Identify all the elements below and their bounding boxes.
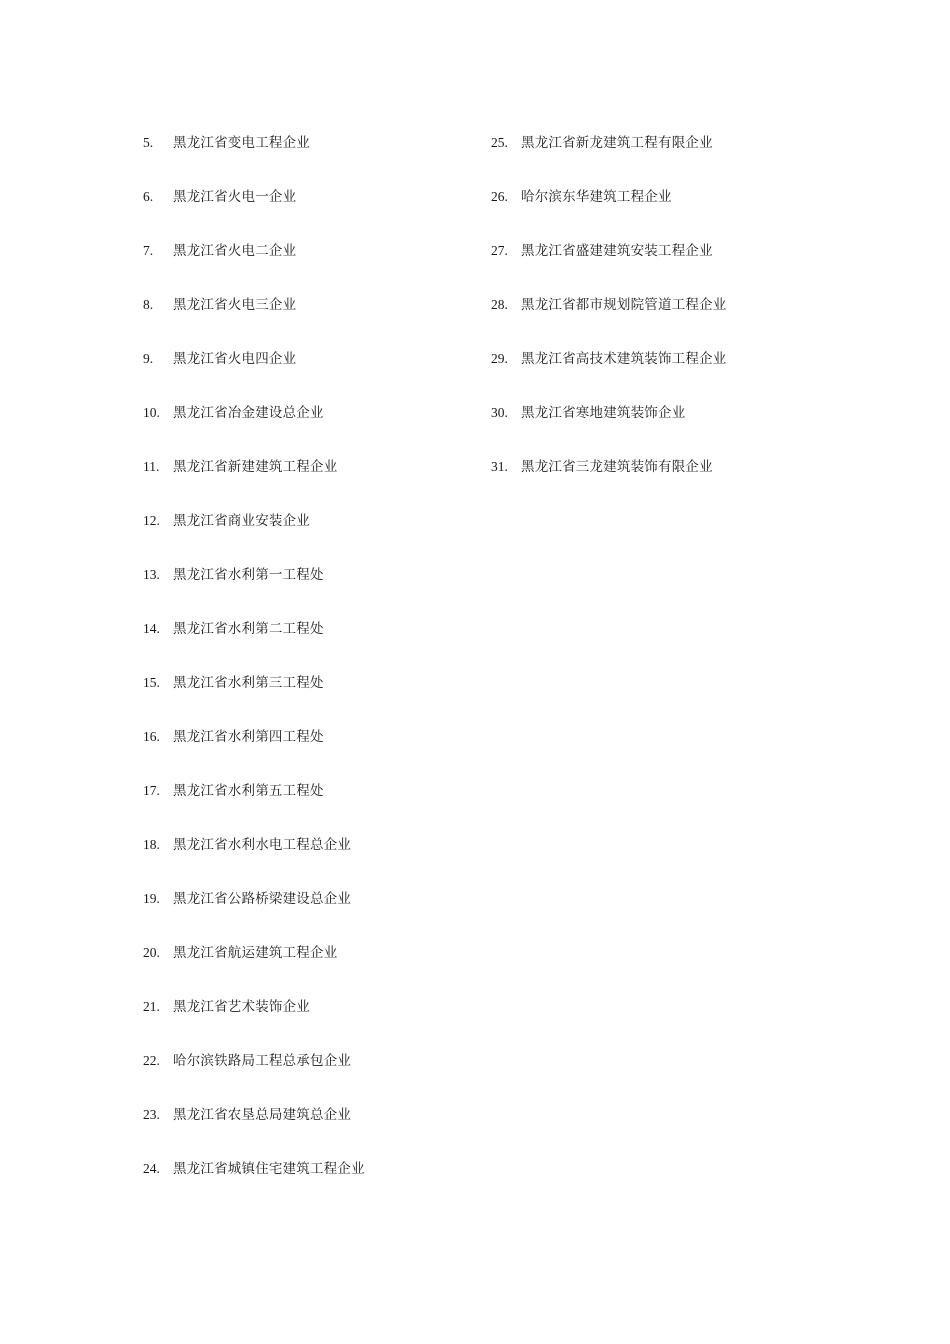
item-number: 14. [143,621,160,636]
company-name: 黑龙江省火电二企业 [173,243,297,259]
item-number: 11. [143,459,160,474]
list-item [143,294,473,348]
item-number: 10. [143,405,160,420]
company-name: 黑龙江省火电四企业 [173,351,297,367]
item-number: 8. [143,297,154,312]
company-name: 黑龙江省商业安装企业 [173,513,310,529]
company-name: 黑龙江省冶金建设总企业 [173,405,324,421]
company-name: 黑龙江省水利第三工程处 [173,675,324,691]
list-item [143,510,473,564]
list-item [143,618,473,672]
list-item [143,888,473,942]
item-number: 16. [143,729,160,744]
company-name: 黑龙江省艺术装饰企业 [173,999,310,1015]
item-number: 15. [143,675,160,690]
list-item [143,240,473,294]
list-item [143,1050,473,1104]
list-item [143,1104,473,1158]
company-name: 黑龙江省水利第二工程处 [173,621,324,637]
list-item [143,834,473,888]
item-number: 22. [143,1053,160,1068]
list-item [491,132,821,186]
list-item [143,780,473,834]
company-name: 黑龙江省航运建筑工程企业 [173,945,338,961]
list-item [143,996,473,1050]
company-name: 黑龙江省高技术建筑装饰工程企业 [521,351,727,367]
list-item [143,132,473,186]
list-item [143,1158,473,1212]
item-number: 29. [491,351,508,366]
company-name: 哈尔滨铁路局工程总承包企业 [173,1053,352,1069]
list-item [491,186,821,240]
company-name: 黑龙江省三龙建筑装饰有限企业 [521,459,713,475]
item-number: 30. [491,405,508,420]
company-name: 黑龙江省寒地建筑装饰企业 [521,405,686,421]
company-name: 黑龙江省新龙建筑工程有限企业 [521,135,713,151]
list-item [491,348,821,402]
company-name: 黑龙江省新建建筑工程企业 [173,459,338,475]
company-name: 黑龙江省公路桥梁建设总企业 [173,891,352,907]
company-name: 黑龙江省水利第四工程处 [173,729,324,745]
company-name: 黑龙江省水利第五工程处 [173,783,324,799]
list-item [143,726,473,780]
item-number: 6. [143,189,154,204]
list-item [491,294,821,348]
item-number: 18. [143,837,160,852]
company-name: 哈尔滨东华建筑工程企业 [521,189,672,205]
list-item [143,672,473,726]
item-number: 25. [491,135,508,150]
item-number: 28. [491,297,508,312]
item-number: 9. [143,351,154,366]
company-name: 黑龙江省盛建建筑安装工程企业 [521,243,713,259]
company-name: 黑龙江省农垦总局建筑总企业 [173,1107,352,1123]
company-name: 黑龙江省水利水电工程总企业 [173,837,352,853]
company-name: 黑龙江省城镇住宅建筑工程企业 [173,1161,365,1177]
list-item [143,456,473,510]
company-name: 黑龙江省变电工程企业 [173,135,310,151]
item-number: 19. [143,891,160,906]
right-company-list [491,132,821,510]
item-number: 13. [143,567,160,582]
item-number: 26. [491,189,508,204]
item-number: 31. [491,459,508,474]
item-number: 21. [143,999,160,1014]
list-item [491,240,821,294]
list-item [491,402,821,456]
item-number: 17. [143,783,160,798]
list-item [491,456,821,510]
company-name: 黑龙江省水利第一工程处 [173,567,324,583]
item-number: 12. [143,513,160,528]
item-number: 20. [143,945,160,960]
company-name: 黑龙江省火电三企业 [173,297,297,313]
item-number: 27. [491,243,508,258]
list-item [143,564,473,618]
item-number: 24. [143,1161,160,1176]
list-item [143,348,473,402]
company-name: 黑龙江省火电一企业 [173,189,297,205]
list-item [143,186,473,240]
item-number: 23. [143,1107,160,1122]
company-name: 黑龙江省都市规划院管道工程企业 [521,297,727,313]
list-item [143,942,473,996]
left-company-list [143,132,473,1212]
item-number: 7. [143,243,154,258]
list-item [143,402,473,456]
item-number: 5. [143,135,154,150]
